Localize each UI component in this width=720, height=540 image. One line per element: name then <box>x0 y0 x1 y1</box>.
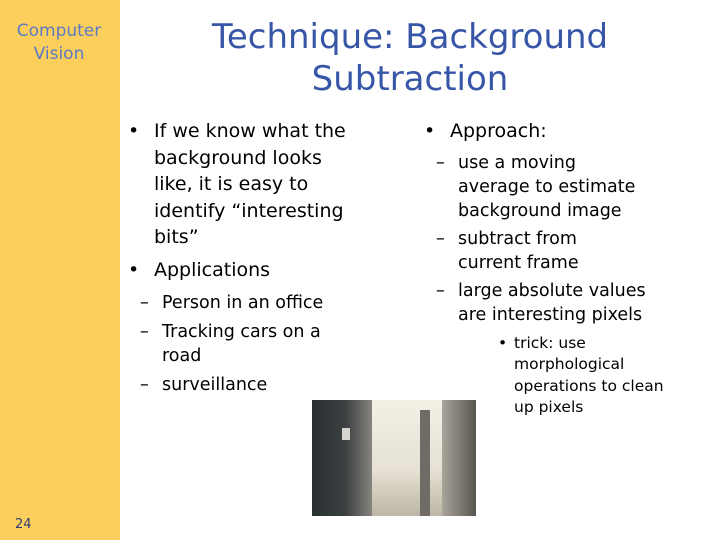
bullet-applications <box>128 257 398 284</box>
sub-item-text-line: average to estimate <box>458 176 636 197</box>
sub-sub-item-text-line: up pixels <box>514 398 584 416</box>
bullet-text-line: background looks <box>154 146 322 169</box>
right-column <box>424 118 714 419</box>
photo-light-switch <box>342 428 350 440</box>
sub-item-subtract <box>424 227 714 275</box>
sub-item-text-line: are interesting pixels <box>458 304 643 325</box>
bullet-text-line: like, it is easy to <box>154 173 309 195</box>
office-doorway-photo <box>312 400 476 516</box>
bullet-text-line: If we know what the <box>154 120 346 142</box>
left-column <box>128 118 398 397</box>
sidebar <box>0 0 120 540</box>
course-title <box>0 20 118 66</box>
dash-marker: – <box>140 322 149 342</box>
sub-item-text-line: Tracking cars on a <box>162 322 321 342</box>
sub-sub-item-text-line: morphological <box>514 355 625 373</box>
slide-title-line1: Technique: Background <box>211 17 609 57</box>
dash-marker: – <box>140 293 149 313</box>
bullet-interesting-bits <box>128 118 398 251</box>
bullet-text-line: Approach: <box>450 120 547 142</box>
sub-item-person-office <box>128 291 398 315</box>
photo-door-frame <box>420 410 430 516</box>
slide-title-line2: Subtraction <box>311 59 509 99</box>
bullet-approach <box>424 118 714 145</box>
sub-item-text-line: Person in an office <box>162 293 324 313</box>
bullet-dot: • <box>424 120 436 142</box>
sub-sub-item-text-line: operations to clean <box>514 376 664 395</box>
bullet-dot: • <box>498 333 508 352</box>
sub-item-text-line: surveillance <box>162 375 268 395</box>
slide-title <box>150 16 670 100</box>
sub-item-large-values <box>424 279 714 327</box>
dash-marker: – <box>140 375 149 395</box>
slide-number: 24 <box>15 517 32 532</box>
sub-item-text-line: road <box>162 346 202 366</box>
bullet-text-line: Applications <box>154 258 271 281</box>
sub-item-surveillance <box>128 373 398 397</box>
sub-item-text-line: subtract from <box>458 228 577 249</box>
sub-item-tracking-cars <box>128 320 398 368</box>
dash-marker: – <box>436 152 445 173</box>
bullet-text-line: identify “interesting <box>154 199 344 222</box>
sub-item-text-line: background image <box>458 200 622 221</box>
sub-item-moving-average <box>424 151 714 223</box>
sub-item-text-line: large absolute values <box>458 280 646 301</box>
course-title-line1: Computer <box>16 21 102 41</box>
sub-item-text-line: use a moving <box>458 152 576 173</box>
sub-sub-item-text-line: trick: use <box>514 333 586 352</box>
dash-marker: – <box>436 228 445 249</box>
bullet-dot: • <box>128 120 140 142</box>
bullet-text-line: bits” <box>154 226 199 248</box>
bullet-dot: • <box>128 258 140 281</box>
sub-item-text-line: current frame <box>458 252 579 273</box>
dash-marker: – <box>436 280 445 301</box>
course-title-line2: Vision <box>33 44 85 64</box>
photo-light-region <box>372 400 442 516</box>
